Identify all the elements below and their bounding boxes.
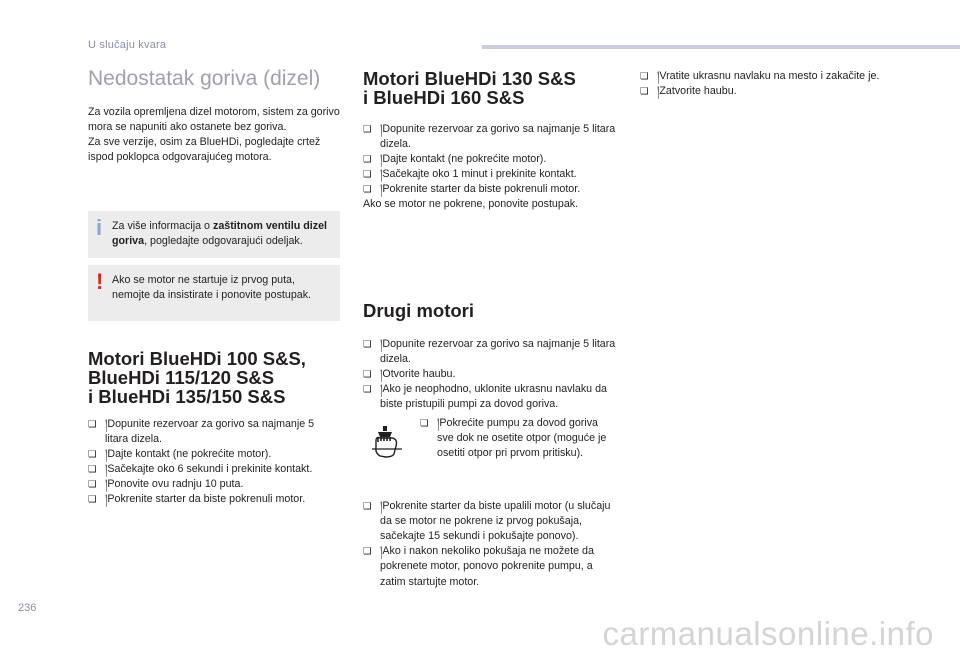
column-right bbox=[640, 69, 890, 99]
checkbox-bullet-icon: ། ❏ bbox=[88, 494, 97, 506]
section-title-other-engines: Drugi motori bbox=[363, 299, 474, 321]
list-item: ། ❏ Ponovite ovu radnju 10 puta. bbox=[88, 477, 340, 492]
list-item: ། ❏ Pokrenite starter da biste pokrenuli motor. bbox=[363, 182, 619, 197]
checkbox-bullet-icon: ། ❏ bbox=[363, 184, 372, 196]
page-title: Nedostatak goriva (dizel) bbox=[88, 67, 321, 90]
column-middle bbox=[363, 66, 619, 590]
checkbox-bullet-icon: ། ❏ bbox=[88, 464, 97, 476]
list-item: ། ❏ Vratite ukrasnu navlaku na mesto i zakačite je. bbox=[640, 69, 890, 84]
list-item: ། ❏ Dopunite rezervoar za gorivo sa najmanje 5 litara dizela. bbox=[363, 337, 619, 367]
header-bar bbox=[482, 45, 960, 49]
pump-step-list bbox=[420, 416, 610, 461]
checkbox-bullet-icon: ། ❏ bbox=[88, 448, 97, 460]
list-item: ། ❏ Zatvorite haubu. bbox=[640, 84, 890, 99]
page-number: 236 bbox=[18, 602, 37, 614]
list-item: ། ❏ Pokrenite starter da biste upalili motor (u slučaju da se motor ne pokrene iz prvog pokušaja, sačekajte 15 sekundi i pokušajte ponovo). bbox=[363, 499, 619, 544]
info-bold-term: zaštitnom ventilu dizel goriva bbox=[112, 220, 327, 248]
list-item: ། ❏ Ako je neophodno, uklonite ukrasnu navlaku da biste pristupili pumpi za dovod goriva. bbox=[363, 382, 619, 412]
checkbox-bullet-icon: ། ❏ bbox=[363, 169, 372, 181]
checkbox-bullet-icon: ། ❏ bbox=[363, 338, 372, 350]
warning-text: Ako se motor ne startuje iz prvog puta, nemojte da insistirate i ponovite postupak. bbox=[112, 273, 312, 301]
list-item: ། ❏ Ako i nakon nekoliko pokušaja ne možete da pokrenete motor, ponovo pokrenite pumpu, a zatim startujte motor. bbox=[363, 544, 619, 589]
list-item: ། ❏ Otvorite haubu. bbox=[363, 367, 619, 382]
warning-icon: ! bbox=[96, 268, 104, 294]
list-item: ། ❏ Dajte kontakt (ne pokrećite motor). bbox=[88, 447, 340, 462]
list-item: ། ❏ Dajte kontakt (ne pokrećite motor). bbox=[363, 152, 619, 167]
retry-note: Ako se motor ne pokrene, ponovite postupak. bbox=[363, 198, 579, 211]
info-box bbox=[88, 211, 340, 257]
steps-list-bluehdi-100 bbox=[88, 417, 340, 508]
info-text: Za više informacija o zaštitnom ventilu dizel goriva, pogledajte odgovarajući odeljak. bbox=[112, 220, 327, 248]
list-item: ། ❏ Dopunite rezervoar za gorivo sa najmanje 5 litara dizela. bbox=[88, 417, 340, 447]
section-title-bluehdi-100: Motori BlueHDi 100 S&S, BlueHDi 115/120 S&S i BlueHDi 135/150 S&S bbox=[88, 347, 306, 407]
checkbox-bullet-icon: ། ❏ bbox=[363, 124, 372, 135]
steps-list-other-engines bbox=[363, 337, 619, 412]
checkbox-bullet-icon: ། ❏ bbox=[640, 86, 649, 98]
checkbox-bullet-icon: ། ❏ bbox=[640, 71, 649, 82]
checkbox-bullet-icon: ། ❏ bbox=[363, 368, 372, 380]
steps-list-other-engines-continued bbox=[363, 499, 619, 590]
list-item: ། ❏ Sačekajte oko 6 sekundi i prekinite kontakt. bbox=[88, 462, 340, 477]
checkbox-bullet-icon: ། ❏ bbox=[363, 383, 372, 395]
checkbox-bullet-icon: ། ❏ bbox=[363, 154, 372, 166]
steps-list-bluehdi-130 bbox=[363, 122, 619, 197]
intro-paragraph-2: Za sve verzije, osim za BlueHDi, pogledajte crtež ispod poklopca odgovarajućeg motora. bbox=[88, 136, 321, 164]
checkbox-bullet-icon: ། ❏ bbox=[363, 546, 372, 558]
warning-box bbox=[88, 265, 340, 321]
section-label: U slučaju kvara bbox=[88, 39, 167, 51]
info-icon: i bbox=[96, 215, 103, 241]
pump-step bbox=[420, 416, 610, 461]
steps-list-finish bbox=[640, 69, 890, 99]
list-item: ། ❏ Sačekajte oko 1 minut i prekinite kontakt. bbox=[363, 167, 619, 182]
checkbox-bullet-icon: ། ❏ bbox=[420, 418, 429, 429]
list-item: ། ❏ Dopunite rezervoar za gorivo sa najmanje 5 litara dizela. bbox=[363, 122, 619, 152]
list-item: ། ❏ Pokrećite pumpu za dovod goriva sve dok ne osetite otpor (moguće je osetiti otpor pri prvom pritisku). bbox=[420, 416, 610, 461]
checkbox-bullet-icon: ། ❏ bbox=[88, 479, 97, 491]
column-left bbox=[88, 66, 340, 507]
checkbox-bullet-icon: ། ❏ bbox=[363, 501, 372, 513]
intro-paragraph-1: Za vozila opremljena dizel motorom, sistem za gorivo mora se napuniti ako ostanete bez goriva. bbox=[88, 106, 340, 134]
hand-press-pump-icon bbox=[372, 426, 402, 458]
list-item: ། ❏ Pokrenite starter da biste pokrenuli motor. bbox=[88, 492, 340, 507]
watermark: carmanualsonline.info bbox=[602, 615, 934, 652]
section-title-bluehdi-130: Motori BlueHDi 130 S&S i BlueHDi 160 S&S bbox=[363, 68, 576, 108]
checkbox-bullet-icon: ། ❏ bbox=[88, 418, 97, 430]
